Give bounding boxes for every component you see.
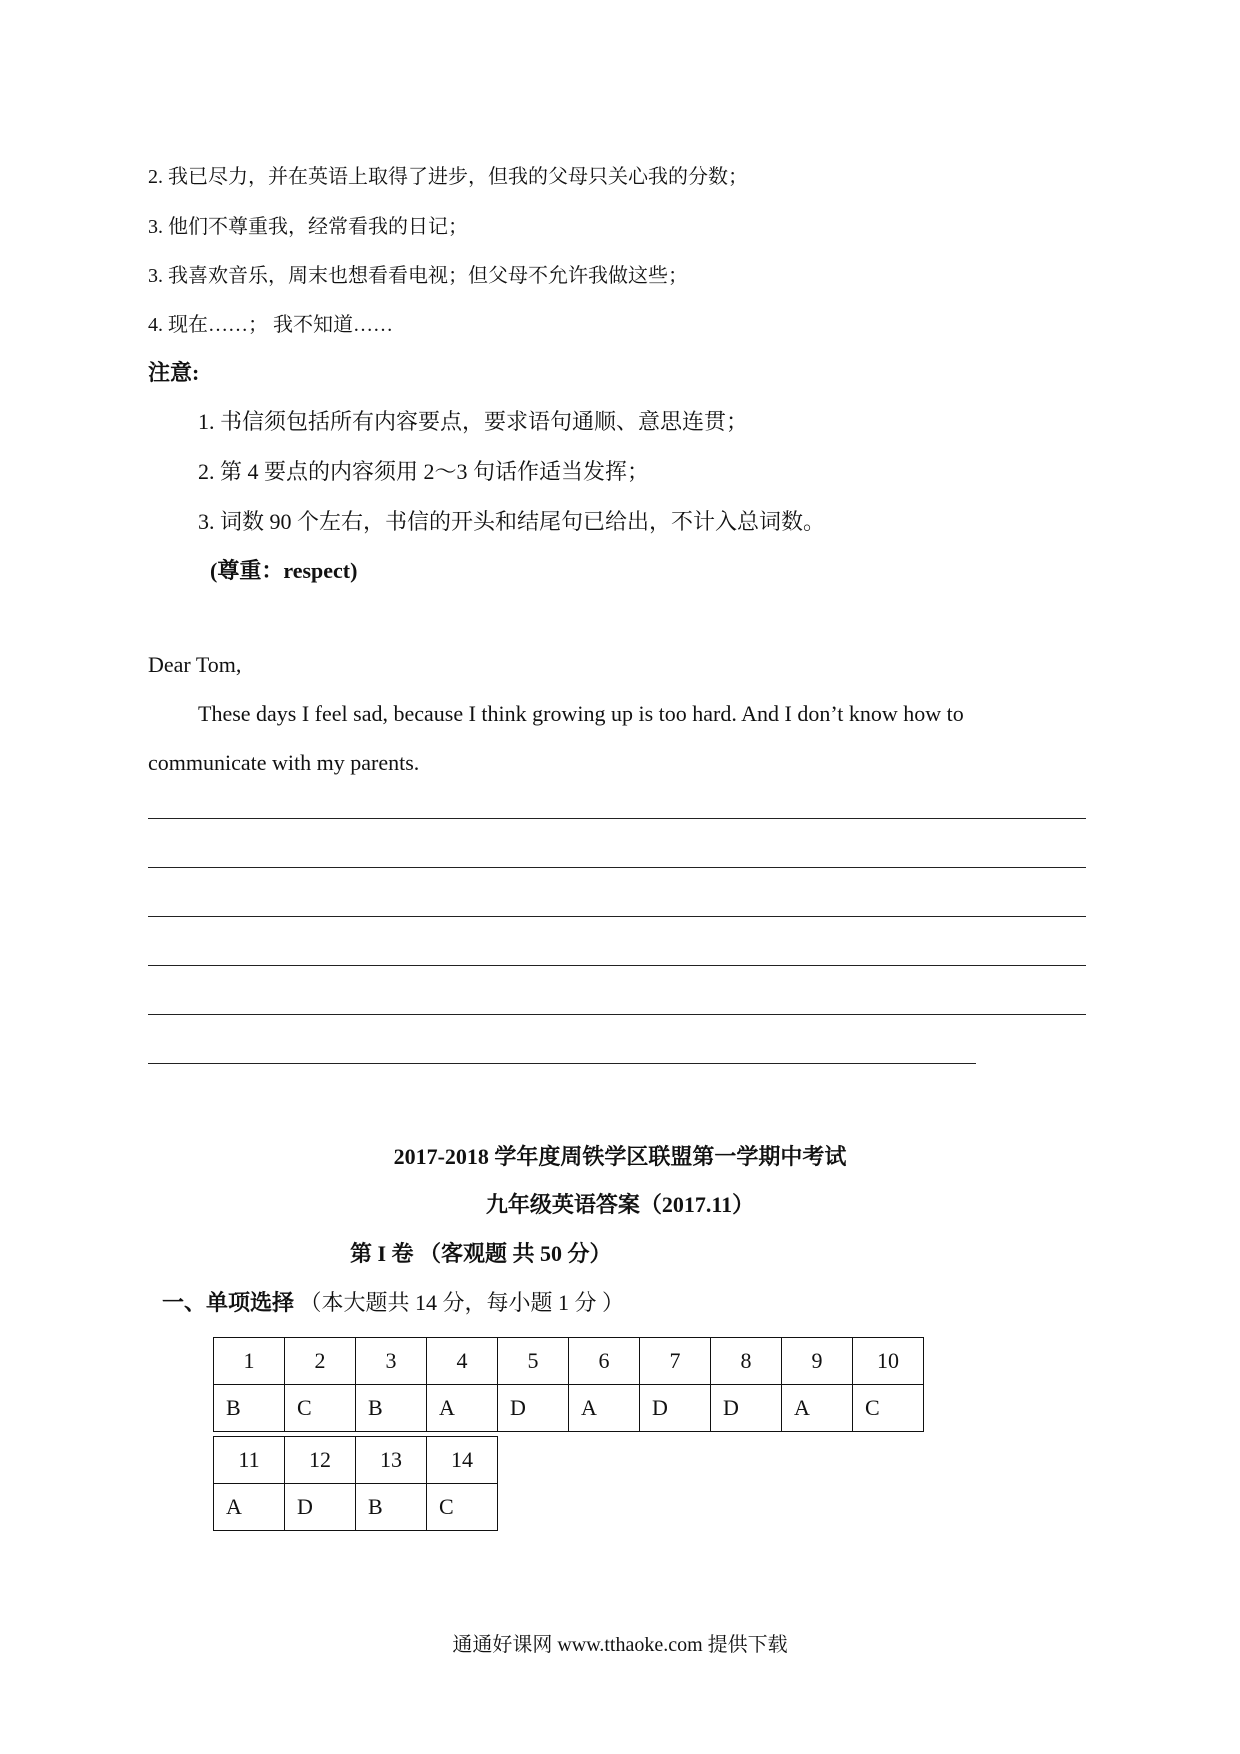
answer-cell: A [782, 1385, 853, 1432]
content-point-4: 4. 现在……； 我不知道…… [148, 314, 393, 336]
writing-line[interactable] [148, 1014, 1086, 1015]
section-1-heading [162, 1286, 624, 1317]
section-1-label: 一、单项选择 [162, 1290, 295, 1315]
question-number: 14 [427, 1437, 498, 1484]
note-3: 3. 词数 90 个左右，书信的开头和结尾句已给出，不计入总词数。 [198, 509, 826, 534]
question-number: 3 [356, 1338, 427, 1385]
letter-line-2: communicate with my parents. [148, 750, 420, 775]
question-number: 7 [640, 1338, 711, 1385]
table-row [214, 1437, 498, 1484]
letter-line-1: These days I feel sad, because I think growing up is too hard. And I don’t know how to [198, 701, 964, 726]
writing-line[interactable] [148, 867, 1086, 868]
note-2: 2. 第 4 要点的内容须用 2～3 句话作适当发挥； [198, 459, 650, 484]
answer-cell: B [214, 1385, 285, 1432]
answer-cell: D [285, 1484, 356, 1531]
answer-cell: B [356, 1484, 427, 1531]
table-row [214, 1385, 924, 1432]
part-title: 第 I 卷 （客观题 共 50 分） [350, 1241, 612, 1266]
question-number: 6 [569, 1338, 640, 1385]
respect-note: (尊重：respect) [210, 558, 358, 583]
question-number: 8 [711, 1338, 782, 1385]
note-1: 1. 书信须包括所有内容要点，要求语句通顺、意思连贯； [198, 409, 749, 434]
table-row [214, 1338, 924, 1385]
content-point-3b: 3. 我喜欢音乐，周末也想看看电视；但父母不允许我做这些； [148, 265, 688, 287]
answer-cell: D [498, 1385, 569, 1432]
question-number: 13 [356, 1437, 427, 1484]
question-number: 12 [285, 1437, 356, 1484]
table-row [214, 1484, 498, 1531]
question-number: 2 [285, 1338, 356, 1385]
section-1-desc: （本大题共 14 分，每小题 1 分 ） [299, 1290, 625, 1315]
content-point-2: 2. 我已尽力，并在英语上取得了进步，但我的父母只关心我的分数； [148, 166, 748, 188]
content-point-3a: 3. 他们不尊重我，经常看我的日记； [148, 216, 468, 238]
notes-heading: 注意: [148, 360, 200, 385]
question-number: 4 [427, 1338, 498, 1385]
answer-cell: A [427, 1385, 498, 1432]
answer-table-1 [213, 1337, 924, 1432]
writing-line[interactable] [148, 916, 1086, 917]
answer-cell: D [640, 1385, 711, 1432]
writing-line[interactable] [148, 818, 1086, 819]
question-number: 1 [214, 1338, 285, 1385]
answer-cell: A [569, 1385, 640, 1432]
letter-greeting: Dear Tom, [148, 652, 242, 677]
answer-subtitle: 九年级英语答案（2017.11） [485, 1192, 755, 1217]
answer-table-2 [213, 1436, 498, 1531]
answer-cell: B [356, 1385, 427, 1432]
answer-title: 2017-2018 学年度周铁学区联盟第一学期中考试 [393, 1144, 847, 1169]
footer-source: 通通好课网 www.tthaoke.com 提供下载 [452, 1634, 788, 1656]
question-number: 9 [782, 1338, 853, 1385]
writing-line[interactable] [148, 1063, 976, 1064]
answer-cell: C [427, 1484, 498, 1531]
question-number: 5 [498, 1338, 569, 1385]
answer-cell: A [214, 1484, 285, 1531]
writing-line[interactable] [148, 965, 1086, 966]
question-number: 11 [214, 1437, 285, 1484]
answer-cell: C [285, 1385, 356, 1432]
answer-cell: C [853, 1385, 924, 1432]
question-number: 10 [853, 1338, 924, 1385]
answer-cell: D [711, 1385, 782, 1432]
